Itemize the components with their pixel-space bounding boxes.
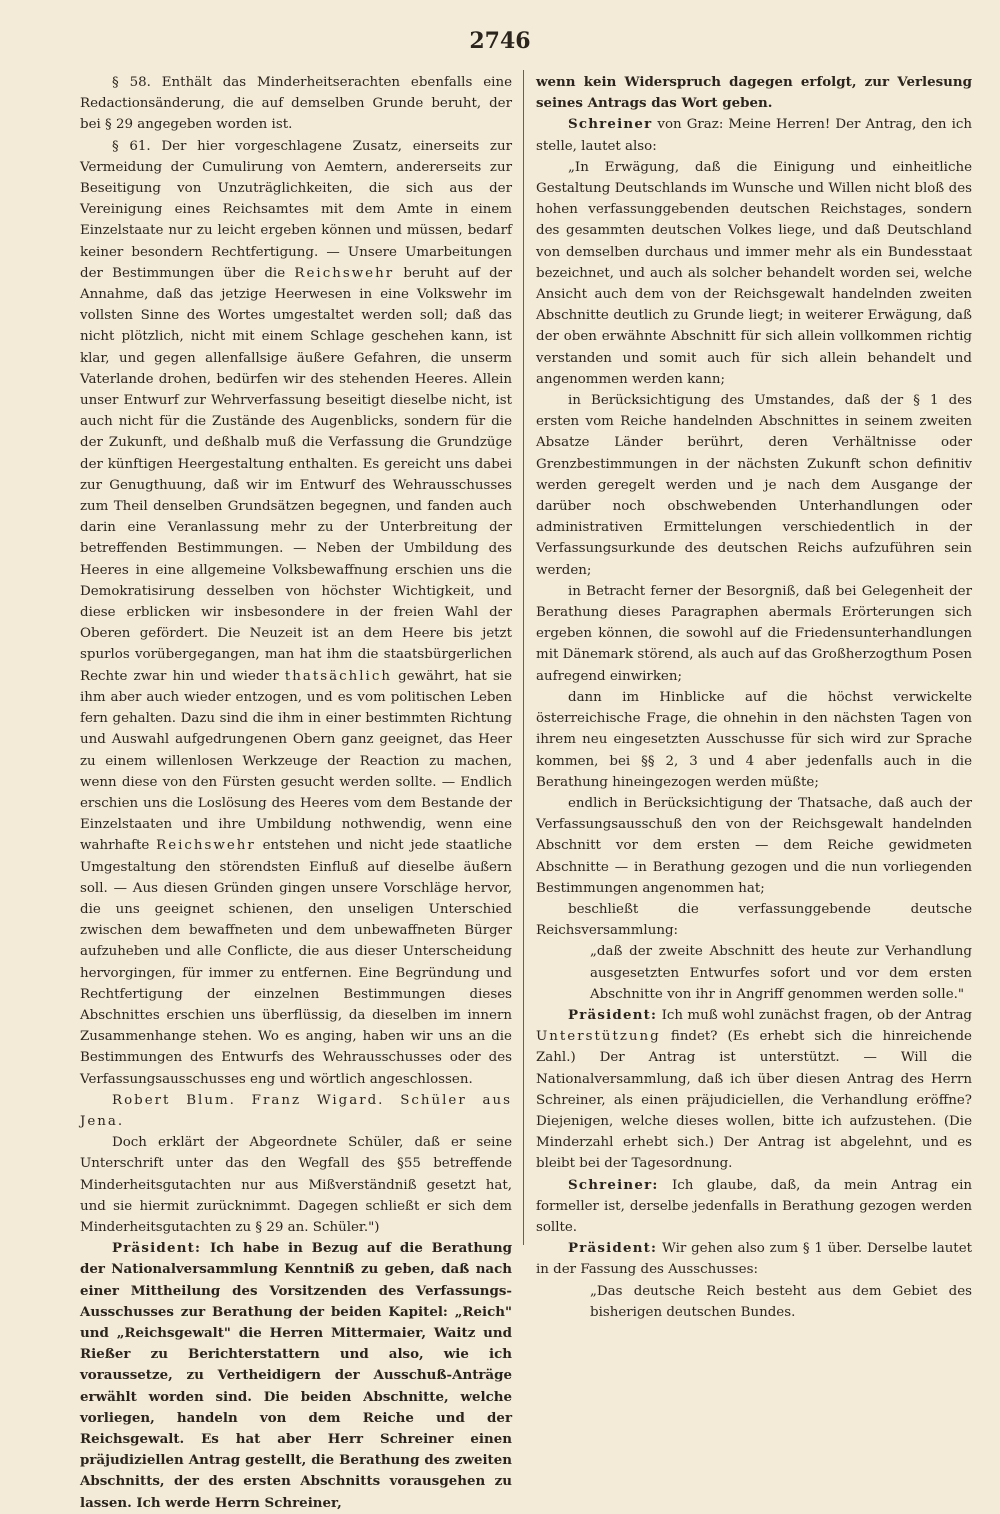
text-span: § 61. Der hier vorgeschlagene Zusatz, einerseits zur Vermeidung der Cumulirung von Aemtern, andererseits zur Beseitigung von Unzuträglichkeiten, die sich aus der Vereinigung eines Reichsamtes mit dem Amte in einem Einzelstaate nur zu leicht ergeben können und müssen, bedarf keiner besondern Rechtfertigung. — Unsere Umarbeitungen der Bestimmungen über die xyxy=(80,138,512,281)
section-1-text: „Das deutsche Reich besteht aus dem Gebiet des bisherigen deutschen Bundes. xyxy=(590,1283,972,1320)
motion-clause: endlich in Berücksichtigung der Thatsache, daß auch der Verfassungsausschuß den von der Reichsgewalt handelnden Abschnitt vor dem ersten — dem Reiche gewidmeten Abschnitte — in Berathung gezogen und die nun vorliegenden Bestimmungen angenommen hat; xyxy=(536,795,972,896)
speaker-name: Präsident: xyxy=(112,1240,202,1257)
paragraph-president-section-1 xyxy=(536,1238,972,1280)
column-divider xyxy=(523,70,524,1245)
motion-clause: „In Erwägung, daß die Einigung und einheitliche Gestaltung Deutschlands im Wunsche und Willen nicht bloß des hohen verfassunggebenden deutschen Reichstages, sondern des gesammten deutschen Volkes liege, und daß Deutschland von demselben durchaus und immer mehr als ein Bundesstaat bezeichnet, und auch als solcher behandelt worden sei, welche Ansicht auch dem von der Reichsgewalt handelnden zweiten Abschnitte deutlich zu Grunde liegt; in weiterer Erwägung, daß der oben erwähnte Abschnitt für sich allein vollkommen richtig verstanden und somit auch für sich allein behandelt und angenommen werden kann; xyxy=(536,159,972,387)
speaker-name: Präsident: xyxy=(568,1240,658,1257)
text-span: Ich habe in Bezug auf die Berathung der Nationalversammlung Kenntniß zu geben, daß nach einer Mittheilung des Vorsitzenden des Verfassungs-Ausschusses zur Berathung der beiden Kapitel: „Reich" und „Reichsgewalt" die Herren Mittermaier, Waitz und Rießer zu Berichterstattern und also, wie ich voraussetze, zu Vertheidigern der Ausschuß-Anträge erwählt worden sind. Die beiden Abschnitte, welche vorliegen, handeln von dem Reiche und der Reichsgewalt. Es hat aber Herr Schreiner einen präjudiziellen Antrag gestellt, die Berathung des zweiten Abschnitts, der des ersten Abschnitts vorausgehen zu lassen. Ich werde Herrn Schreiner, xyxy=(80,1240,512,1511)
left-column xyxy=(80,72,513,1511)
speaker-name: Präsident: xyxy=(568,1006,658,1023)
text-span: gewährt, hat sie ihm aber auch wieder entzogen, und es vom politischen Leben fern gehalten. Dazu sind die ihm in einer bestimmten Richtung und Auswahl aufgedrungenen Obern ganz geeignet, das Heer zu einem willenlosen Werkzeuge der Reaction zu machen, wenn diese von den Fürsten gesucht werden sollte. — Endlich erschien uns die Loslösung des Heeres vom dem Bestande der Einzelstaaten und ihre Umbildung nothwendig, wenn eine wahrhafte xyxy=(80,668,513,854)
text-span: Wir gehen also zum § 1 über. Derselbe lautet in der Fassung des Ausschusses: xyxy=(536,1241,972,1278)
paragraph-schreiner-reply xyxy=(536,1175,972,1239)
paragraph-president-vote xyxy=(536,1005,972,1175)
text-span: entstehen und nicht jede staatliche Umgestaltung den störendsten Einfluß auf dieselbe äußern soll. — Aus diesen Gründen gingen unsere Vorschläge hervor, die uns geeignet schienen, den unseligen Unterschied zwischen dem bewaffneten und dem unbewaffneten Bürger aufzuheben und alle Conflicte, die aus dieser Unterscheidung hervorgingen, für immer zu entfernen. Eine Begründung und Rechtfertigung der einzelnen Bestimmungen dieses Abschnittes erschien uns überflüssig, da dieselben im innern Zusammenhange stehen. Wo es anging, haben wir uns an die Bestimmungen des Entwurfs des Wehrausschusses oder des Verfassungsausschusses eng und wörtlich angeschlossen. xyxy=(80,838,512,1087)
motion-clause: in Berücksichtigung des Umstandes, daß der § 1 des ersten vom Reiche handelnden Abschnittes in seinem zweiten Absatze Länder berührt, deren Verhältnisse oder Grenzbestimmungen in der nächsten Zukunft schon definitiv werden geregelt werden und je nach dem Ausgange der darüber noch obschwebenden Unterhandlungen oder administrativen Ermittelungen verschiedentlich in der Verfassungsurkunde des deutschen Reichs aufzuführen sein werden; xyxy=(536,393,972,578)
speaker-name: Schreiner: xyxy=(568,1176,659,1193)
paragraph-continuation: wenn kein Widerspruch dagegen erfolgt, zur Verlesung seines Antrags das Wort geben. xyxy=(536,74,972,112)
text-span: von Graz: Meine Herren! Der Antrag, den ich stelle, lautet also: xyxy=(536,117,972,154)
text-span: findet? (Es erhebt sich die hinreichende Zahl.) Der Antrag ist unterstützt. — Will die Nationalversammlung, daß ich über diesen Antrag des Herrn Schreiner, als einen präjudiciellen, die Verhandlung eröffne? Diejenigen, welche dieses wollen, bitte ich aufzustehen. (Die Minderzahl erhebt sich.) Der Antrag ist abgelehnt, und es bleibt bei der Tagesordnung. xyxy=(536,1029,972,1172)
spaced-term: Reichswehr xyxy=(156,838,256,854)
right-column xyxy=(536,72,973,1320)
text-span: Ich glaube, daß, da mein Antrag ein formeller ist, derselbe jedenfalls in Berathung gezogen werden sollte. xyxy=(536,1177,972,1235)
paragraph-president-statement xyxy=(80,1238,512,1514)
signatures: Robert Blum. Franz Wigard. Schüler aus Jena. xyxy=(80,1092,512,1129)
paragraph-schreiner-intro xyxy=(536,114,972,156)
motion-clause: beschließt die verfassunggebende deutsche Reichsversammlung: xyxy=(536,901,972,939)
text-span: Ich muß wohl zunächst fragen, ob der Antrag xyxy=(661,1007,973,1023)
spaced-term: thatsächlich xyxy=(284,668,392,684)
text-span: beruht auf der Annahme, daß das jetzige Heerwesen in eine Volkswehr im vollsten Sinne des Wortes umgestaltet werden soll; daß das nicht plötzlich, nicht mit einem Schlage geschehen kann, ist klar, und gegen allenfallsige äußere Gefahren, die unserm Vaterlande drohen, bedürfen wir des stehenden Heeres. Allein unser Entwurf zur Wehrverfassung beseitigt dieselbe nicht, ist auch nicht für die Zustände des Augenblicks, sondern für die der Zukunft, und deßhalb muß die Verfassung die Grundzüge der künftigen Heergestaltung enthalten. Es gereicht uns dabei zur Genugthuung, daß wir im Entwurf des Wehrausschusses zum Theil denselben Grundsätzen begegnen, und fanden auch darin eine Veranlassung mehr zu der Unterbreitung der betreffenden Bestimmungen. — Neben der Umbildung des Heeres in eine allgemeine Volksbewaffnung erschien uns die Demokratisirung desselben von höchster Wichtigkeit, und diese erblicken wir insbesondere in der freien Wahl der Oberen gefördert. Die Neuzeit ist an dem Heere bis jetzt spurlos vorübergegangen, man hat ihm die staatsbürgerlichen Rechte zwar hin und wieder xyxy=(80,265,512,684)
paragraph-section-58: § 58. Enthält das Minderheitserachten ebenfalls eine Redactionsänderung, die auf demselben Grunde beruht, der bei § 29 angegeben worden ist. xyxy=(80,75,512,133)
motion-clause: dann im Hinblicke auf die höchst verwickelte österreichische Frage, die ohnehin in den nächsten Tagen von ihrem neu eingesetzten Ausschusse für sich wird zur Sprache kommen, bei §§ 2, 3 und 4 aber jedenfalls auch in die Berathung hineingezogen werden müßte; xyxy=(536,689,972,790)
page-number: 2746 xyxy=(469,28,531,54)
motion-clause: in Betracht ferner der Besorgniß, daß bei Gelegenheit der Berathung dieses Paragraphen abermals Erörterungen sich ergeben können, die sowohl auf die Friedensunterhandlungen mit Dänemark störend, als auch auf das Großherzogthum Posen aufregend einwirken; xyxy=(536,583,972,684)
spaced-term: Unterstützung xyxy=(536,1029,661,1045)
speaker-name: Schreiner xyxy=(568,116,653,133)
paragraph-section-61 xyxy=(80,136,512,1090)
motion-resolution: „daß der zweite Abschnitt des heute zur Verhandlung ausgesetzten Entwurfes sofort und vor dem ersten Abschnitte von ihr in Angriff genommen werden solle." xyxy=(590,944,972,1002)
spaced-term: Reichswehr xyxy=(294,265,395,281)
paragraph-schueler-note: Doch erklärt der Abgeordnete Schüler, daß er seine Unterschrift unter das den Wegfall des §55 betreffende Minderheitsgutachten nur aus Mißverständniß gesetzt hat, und sie hiermit zurücknimmt. Dagegen schließt er sich dem Minderheitsgutachten zu § 29 an. Schüler.") xyxy=(80,1135,512,1235)
